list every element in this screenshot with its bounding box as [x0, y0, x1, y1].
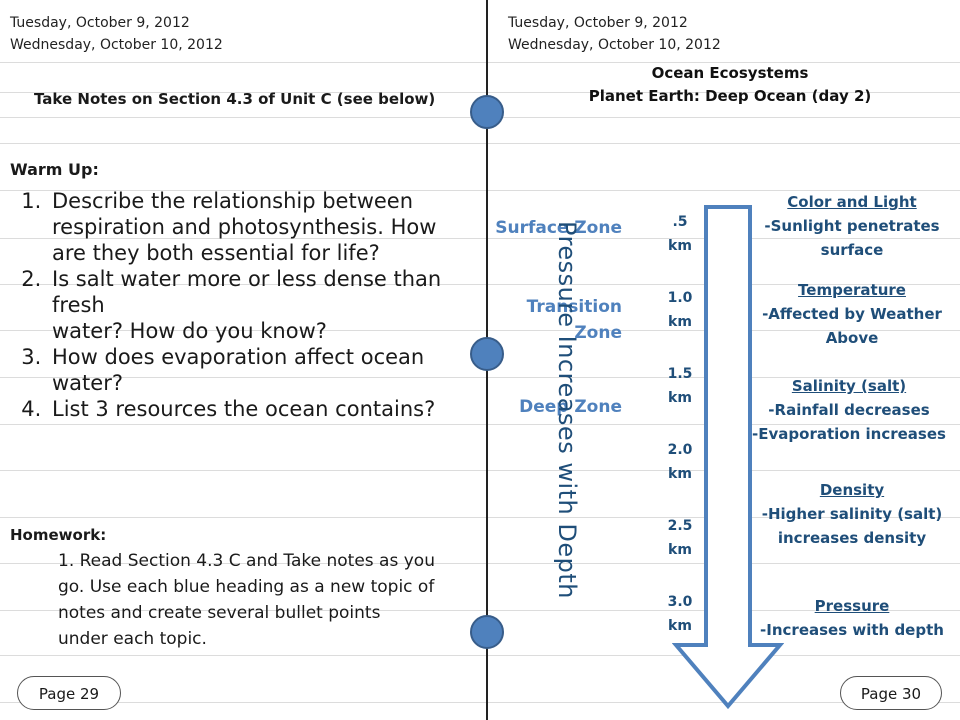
property-salinity [738, 374, 960, 446]
left-date-2: Wednesday, October 10, 2012 [10, 37, 223, 53]
zone-surface: Surface Zone [495, 218, 622, 238]
warmup-item [48, 188, 470, 266]
depth-unit: km [668, 618, 692, 634]
warmup-item-text: water? How do you know? [52, 319, 327, 343]
property-line: -Rainfall decreases [768, 401, 930, 419]
property-line: -Sunlight penetrates [764, 217, 940, 235]
depth-value: .5 [672, 214, 688, 230]
right-title-line2: Planet Earth: Deep Ocean (day 2) [588, 87, 872, 105]
depth-value: 3.0 [667, 594, 693, 610]
property-line: Above [825, 329, 879, 347]
depth-value: 2.5 [667, 518, 693, 534]
depth-unit: km [668, 238, 692, 254]
property-heading: Color and Light [787, 193, 917, 211]
property-temperature [748, 278, 956, 350]
depth-unit: km [668, 542, 692, 558]
warmup-item-text: Describe the relationship between respiration and photosynthesis. How are they both essential for life? [52, 189, 437, 265]
right-dates [508, 12, 721, 56]
homework-line: notes and create several bullet points [58, 603, 381, 623]
warmup-item [48, 266, 470, 344]
right-date-1: Tuesday, October 9, 2012 [508, 15, 688, 31]
homework-label: Homework: [10, 526, 107, 544]
property-pressure [748, 594, 956, 642]
right-page-number: Page 30 [840, 676, 942, 710]
depth-unit: km [668, 466, 692, 482]
homework-line: go. Use each blue heading as a new topic of [58, 577, 435, 597]
depth-unit: km [668, 390, 692, 406]
property-line: increases density [777, 529, 927, 547]
left-page-number: Page 29 [17, 676, 121, 710]
depth-value: 1.5 [667, 366, 693, 382]
right-date-2: Wednesday, October 10, 2012 [508, 37, 721, 53]
depth-value: 2.0 [667, 442, 693, 458]
left-dates [10, 12, 223, 56]
depth-value: 1.0 [667, 290, 693, 306]
left-date-1: Tuesday, October 9, 2012 [10, 15, 190, 31]
property-heading: Salinity (salt) [791, 377, 907, 395]
property-line: -Increases with depth [760, 621, 944, 639]
property-line: surface [820, 241, 884, 259]
property-heading: Pressure [814, 597, 890, 615]
depth-unit: km [668, 314, 692, 330]
pressure-arrow-label: Pressure Increases with Depth [553, 221, 581, 599]
warmup-item [48, 344, 470, 396]
property-line: -Evaporation increases [752, 425, 946, 443]
right-title-line1: Ocean Ecosystems [651, 64, 809, 82]
warmup-label: Warm Up: [10, 160, 99, 179]
zone-transition: Transition Zone [526, 297, 622, 343]
binder-hole [470, 337, 504, 371]
property-line: -Higher salinity (salt) [761, 505, 943, 523]
homework-line: under each topic. [58, 629, 207, 649]
property-density [744, 478, 960, 550]
warmup-list [0, 188, 470, 422]
warmup-item-text: List 3 resources the ocean contains? [52, 397, 436, 421]
binder-hole [470, 95, 504, 129]
right-title [500, 62, 960, 108]
notes-heading: Take Notes on Section 4.3 of Unit C (see below) [34, 90, 436, 108]
property-color-light [748, 190, 956, 262]
property-heading: Temperature [798, 281, 906, 299]
property-heading: Density [819, 481, 885, 499]
warmup-item-text: How does evaporation affect ocean water? [52, 345, 425, 395]
homework-line: 1. Read Section 4.3 C and Take notes as you [58, 551, 435, 571]
homework-text [58, 548, 488, 652]
warmup-item-text: Is salt water more or less dense than fresh [52, 267, 442, 317]
warmup-item [48, 396, 470, 422]
property-line: -Affected by Weather [762, 305, 942, 323]
zone-deep: Deep Zone [519, 397, 622, 417]
